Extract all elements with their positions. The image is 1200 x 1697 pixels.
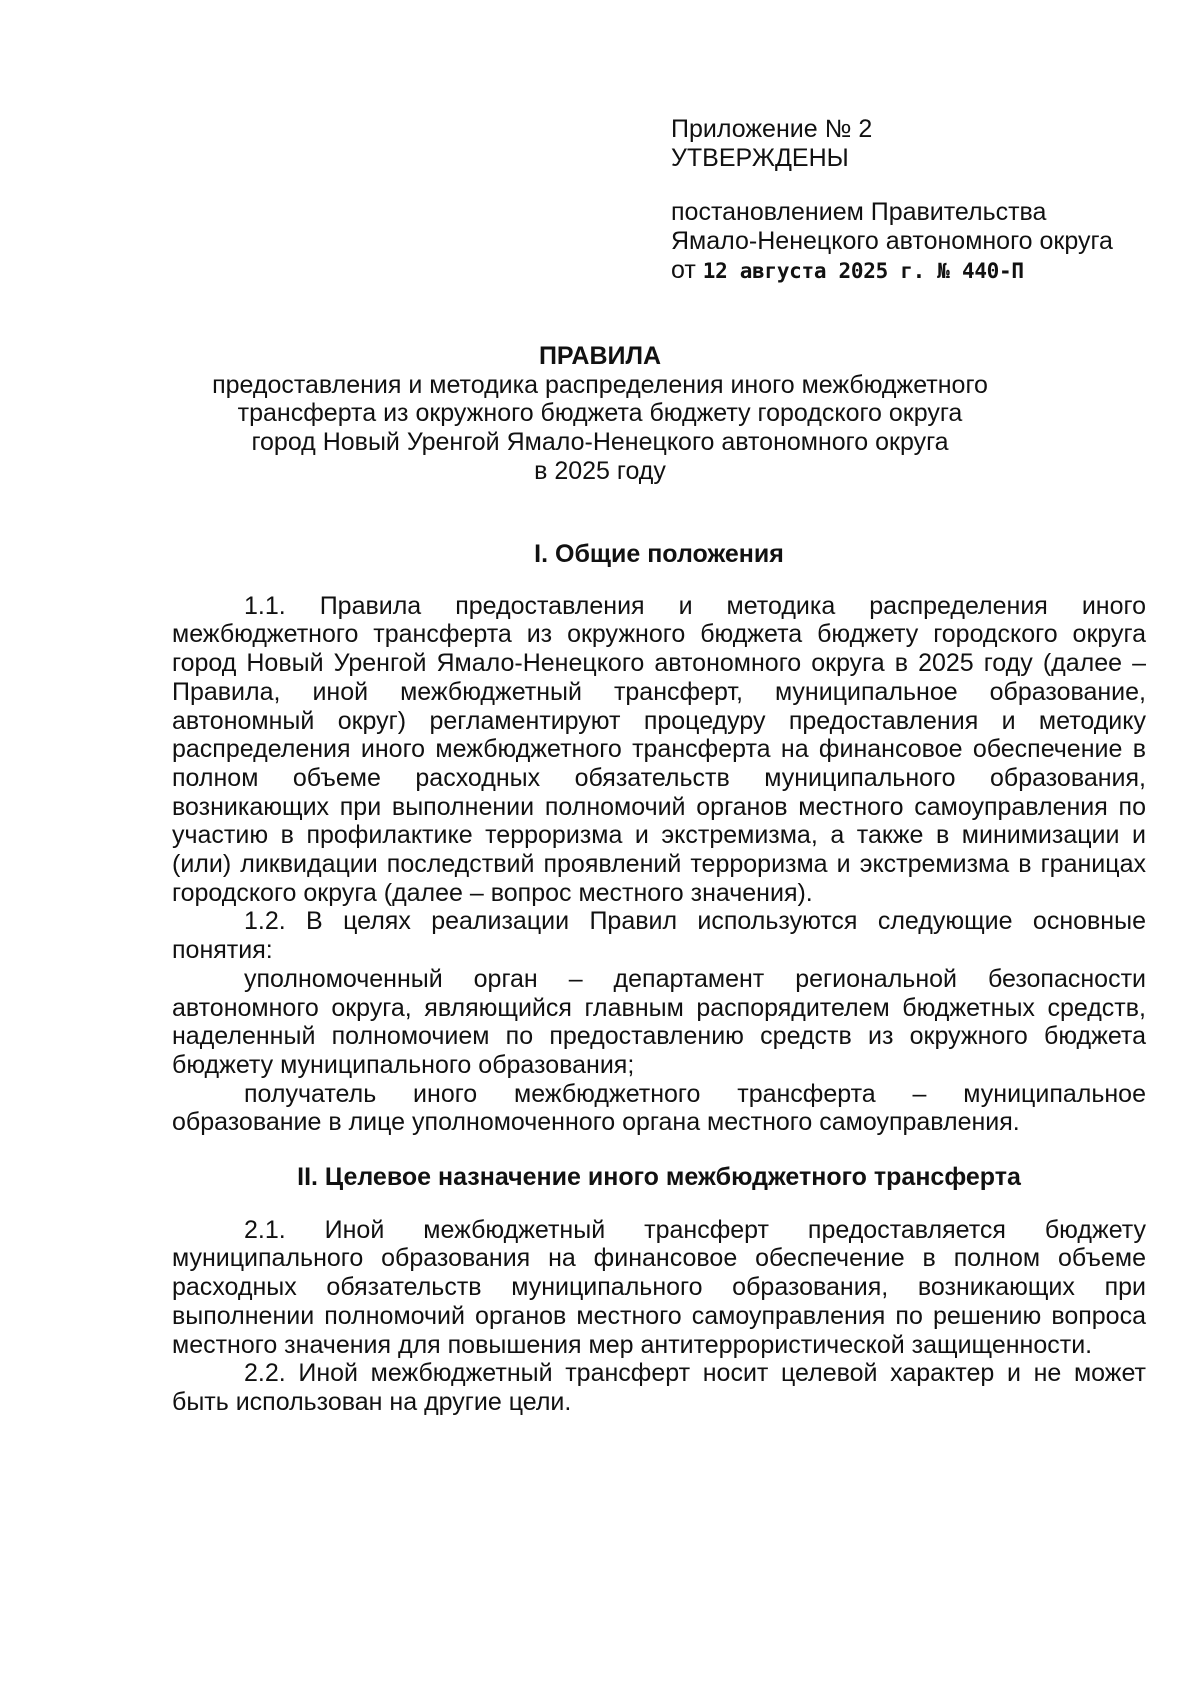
decree-date-number: 12 августа 2025 г. № 440-П [702, 258, 1024, 283]
title-main: ПРАВИЛА [538, 342, 662, 370]
document-body [172, 540, 1146, 1417]
title-line-3: город Новый Уренгой Ямало-Ненецкого автономного округа [251, 428, 949, 457]
header-spacer [671, 172, 1171, 198]
decree-line-1: постановлением Правительства [671, 198, 1047, 227]
appendix-label: Приложение № 2 [671, 115, 873, 143]
decree-date-line [671, 256, 1171, 286]
section-1-heading: I. Общие положения [534, 540, 784, 568]
definition-authorized-body: уполномоченный орган – департамент региональной безопасности автономного округа, являющийся главным распорядителем бюджетных средств, наделенный полномочием по предоставлению средств из окружного бюджета бюджету муниципального образования; [172, 964, 1146, 1079]
paragraph-2-2: 2.2. Иной межбюджетный трансферт носит целевой характер и не может быть использован на другие цели. [172, 1359, 1146, 1416]
paragraph-2-1: 2.1. Иной межбюджетный трансферт предоставляется бюджету муниципального образования на финансовое обеспечение в полном объеме расходных обязательств муниципального образования, возникающих при выполнении полномочий органов местного самоуправления по решению вопроса местного значения для повышения мер антитеррористической защищенности. [172, 1215, 1146, 1359]
paragraph-1-2: 1.2. В целях реализации Правил используются следующие основные понятия: [172, 907, 1146, 965]
definition-recipient: получатель иного межбюджетного трансферта – муниципальное образование в лице уполномоченного органа местного самоуправления. [172, 1079, 1146, 1137]
approved-label: УТВЕРЖДЕНЫ [671, 143, 849, 172]
title-line-1: предоставления и методика распределения иного межбюджетного [212, 370, 988, 399]
date-prefix: от [671, 255, 696, 284]
paragraph-1-1: 1.1. Правила предоставления и методика распределения иного межбюджетного трансферта из окружного бюджета бюджету городского округа город Новый Уренгой Ямало-Ненецкого автономного округа в 2025 году (далее – Правила, иной межбюджетный трансферт, муниципальное образование, автономный округ) регламентируют процедуру предоставления и методику распределения иного межбюджетного трансферта на финансовое обеспечение в полном объеме расходных обязательств муниципального образования, возникающих при выполнении полномочий органов местного самоуправления по участию в профилактике терроризма и экстремизма, а также в минимизации и (или) ликвидации последствий проявлений терроризма и экстремизма в границах городского округа (далее – вопрос местного значения). [172, 591, 1146, 907]
document-title [150, 342, 1050, 486]
section-2-heading: II. Целевое назначение иного межбюджетного трансферта [297, 1163, 1021, 1192]
title-line-2: трансферта из окружного бюджета бюджету городского округа [237, 399, 963, 428]
decree-line-2: Ямало-Ненецкого автономного округа [671, 227, 1113, 256]
approval-header [671, 115, 1171, 286]
title-line-4: в 2025 году [534, 456, 666, 485]
